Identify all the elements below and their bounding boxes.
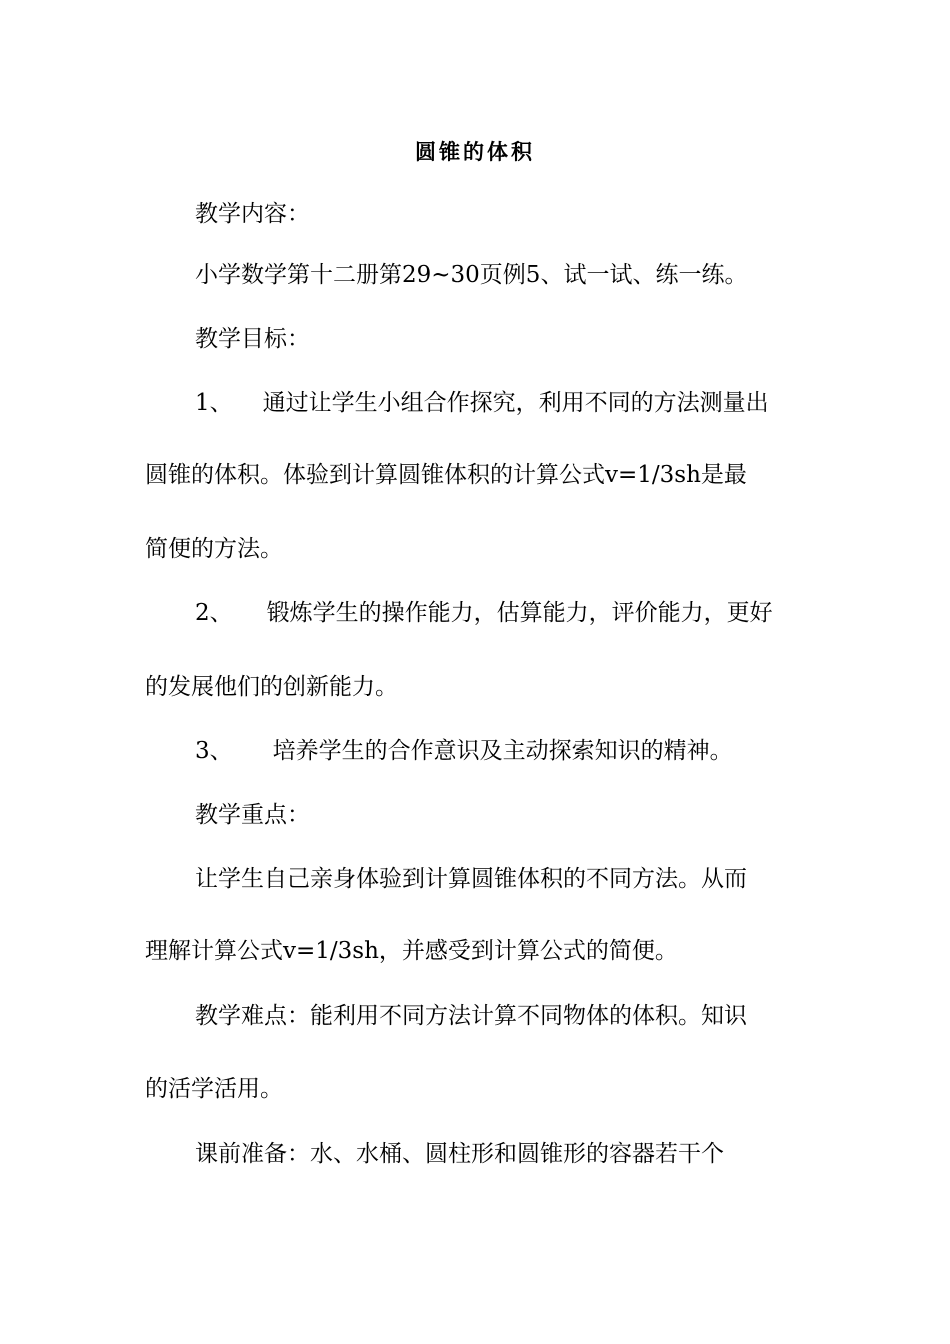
content-heading: 教学内容： bbox=[195, 201, 310, 227]
objective-2-line2: 的发展他们的创新能力。 bbox=[145, 674, 398, 700]
difficulty-line1: 教学难点：能利用不同方法计算不同物体的体积。知识 bbox=[195, 1003, 747, 1029]
key-points-line1: 让学生自己亲身体验到计算圆锥体积的不同方法。从而 bbox=[195, 866, 747, 892]
objective-3-text: 培养学生的合作意识及主动探索知识的精神。 bbox=[272, 738, 733, 764]
objective-3-line1 bbox=[195, 735, 810, 767]
objective-1-line3: 简便的方法。 bbox=[145, 536, 283, 562]
key-points-heading: 教学重点： bbox=[195, 802, 310, 828]
objective-1-text: 通过让学生小组合作探究，利用不同的方法测量出 bbox=[262, 390, 769, 416]
content-text: 小学数学第十二册第29~30页例5、试一试、练一练。 bbox=[195, 262, 748, 288]
objective-2-text: 锻炼学生的操作能力，估算能力，评价能力，更好 bbox=[266, 600, 773, 626]
preparation-line1: 课前准备：水、水桶、圆柱形和圆锥形的容器若干个 bbox=[195, 1141, 724, 1167]
objective-1-line2: 圆锥的体积。体验到计算圆锥体积的计算公式v=1/3sh是最 bbox=[145, 462, 747, 488]
difficulty-line2: 的活学活用。 bbox=[145, 1076, 283, 1102]
objective-1-number: 1、 bbox=[195, 390, 233, 416]
document-title: 圆锥的体积 bbox=[415, 139, 535, 164]
key-points-line2: 理解计算公式v=1/3sh，并感受到计算公式的简便。 bbox=[145, 938, 678, 964]
objective-1-line1 bbox=[195, 387, 810, 419]
objective-2-number: 2、 bbox=[195, 600, 233, 626]
objectives-heading: 教学目标： bbox=[195, 326, 310, 352]
objective-2-line1 bbox=[195, 597, 810, 629]
objective-3-number: 3、 bbox=[195, 738, 233, 764]
